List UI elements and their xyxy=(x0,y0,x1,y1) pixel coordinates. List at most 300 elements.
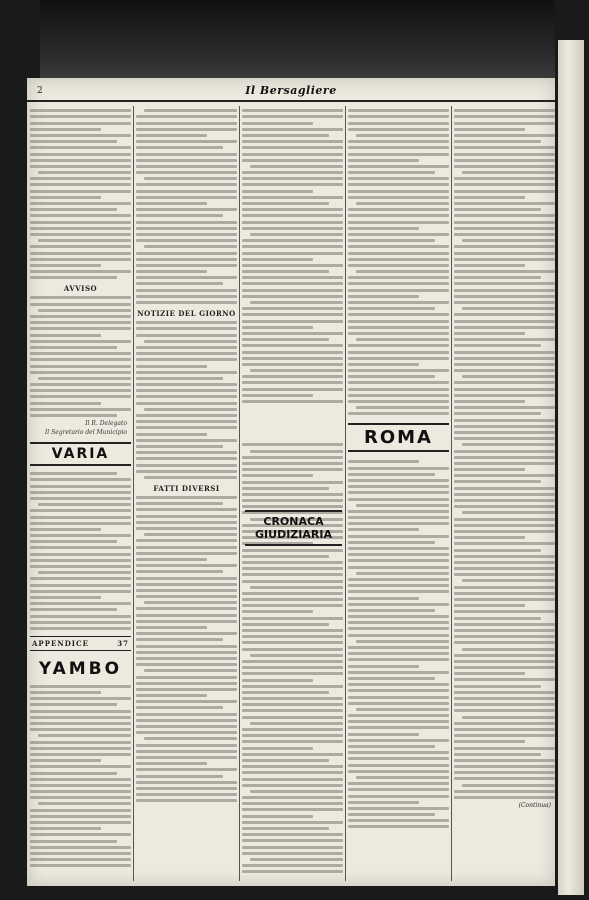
body-text-line xyxy=(136,346,237,349)
body-text-line xyxy=(30,784,131,787)
body-text-line xyxy=(348,788,449,791)
body-text-line xyxy=(242,629,343,632)
body-text-line xyxy=(348,683,449,686)
body-text-line xyxy=(242,338,329,341)
body-text-line xyxy=(242,221,343,224)
body-text-line xyxy=(136,227,237,230)
body-text-line xyxy=(348,795,449,798)
body-text-line xyxy=(454,450,555,453)
body-text-line xyxy=(30,233,131,236)
body-text-line xyxy=(454,289,555,292)
body-text-line xyxy=(356,202,449,205)
body-text-line xyxy=(250,450,343,453)
body-text-line xyxy=(348,381,449,384)
body-text-line xyxy=(242,208,343,211)
body-text-line xyxy=(38,571,131,574)
body-text-line xyxy=(242,505,343,508)
body-text-line xyxy=(454,728,555,731)
body-text-line xyxy=(136,552,237,555)
body-text-line xyxy=(454,128,525,131)
body-text-line xyxy=(144,476,237,479)
body-text-line xyxy=(454,159,555,162)
body-text-line xyxy=(30,491,131,494)
body-text-line xyxy=(454,252,555,255)
body-text-line xyxy=(242,759,329,762)
body-text-line xyxy=(242,802,343,805)
body-text-line xyxy=(348,603,449,606)
body-text-line xyxy=(136,496,237,499)
body-text-line xyxy=(242,115,343,118)
body-text-line xyxy=(348,239,435,242)
body-text-line xyxy=(30,414,117,417)
body-text-line xyxy=(30,472,117,475)
body-text-line xyxy=(250,790,343,793)
body-text-line xyxy=(30,497,131,500)
body-text-line xyxy=(30,276,117,279)
body-text-line xyxy=(348,819,449,822)
body-text-line xyxy=(348,782,449,785)
body-text-line xyxy=(242,171,343,174)
body-text-line xyxy=(242,177,343,180)
body-text-line xyxy=(242,239,343,242)
body-text-line xyxy=(250,233,343,236)
body-text-line xyxy=(136,502,223,505)
body-text-line xyxy=(242,326,313,329)
body-text-line xyxy=(136,301,237,304)
body-text-line xyxy=(348,566,449,569)
body-text-line xyxy=(30,540,117,543)
body-text-line xyxy=(136,239,237,242)
body-text-line xyxy=(242,140,343,143)
body-text-line xyxy=(454,635,555,638)
body-text-line xyxy=(242,153,343,156)
body-text-line xyxy=(30,716,131,719)
body-text-line xyxy=(136,725,237,728)
body-text-line xyxy=(30,703,117,706)
body-text-line xyxy=(136,327,237,330)
body-text-line xyxy=(348,751,449,754)
body-text-line xyxy=(144,245,237,248)
body-text-line xyxy=(136,383,237,386)
body-text-line xyxy=(242,753,343,756)
body-text-line xyxy=(136,731,237,734)
body-text-line xyxy=(454,604,525,607)
body-text-line xyxy=(30,122,131,125)
body-text-line xyxy=(136,799,237,802)
body-text-line xyxy=(242,610,313,613)
body-text-line xyxy=(348,153,449,156)
body-text-line xyxy=(454,672,525,675)
body-text-line xyxy=(454,208,541,211)
body-text-line xyxy=(348,326,449,329)
body-text-line xyxy=(454,344,541,347)
body-text-line xyxy=(242,580,343,583)
body-text-line xyxy=(454,542,555,545)
body-text-line xyxy=(242,648,343,651)
body-text-line xyxy=(250,165,343,168)
body-text-line xyxy=(348,276,449,279)
body-text-line xyxy=(348,320,449,323)
body-text-line xyxy=(348,652,449,655)
body-text-line xyxy=(30,327,131,330)
body-text-line xyxy=(348,221,449,224)
body-text-line xyxy=(348,400,449,403)
body-text-line xyxy=(136,252,237,255)
body-text-line xyxy=(30,190,131,193)
body-text-line xyxy=(348,807,449,810)
body-text-line xyxy=(30,596,101,599)
body-text-line xyxy=(454,555,555,558)
body-text-line xyxy=(348,720,449,723)
column-rule xyxy=(451,106,452,881)
appendice-label: APPENDICE xyxy=(32,638,89,648)
body-text-line xyxy=(348,739,449,742)
body-text-line xyxy=(242,592,343,595)
body-text-line xyxy=(136,682,237,685)
body-text-line xyxy=(30,346,117,349)
body-text-line xyxy=(454,313,555,316)
body-text-line xyxy=(250,586,343,589)
body-text-line xyxy=(136,451,237,454)
body-text-line xyxy=(348,375,435,378)
body-text-line xyxy=(242,617,343,620)
body-text-line xyxy=(348,702,449,705)
body-text-line xyxy=(242,493,343,496)
body-text-line xyxy=(348,770,449,773)
body-text-line xyxy=(136,515,237,518)
body-text-line xyxy=(454,400,525,403)
body-text-line xyxy=(348,547,449,550)
body-text-line xyxy=(242,468,343,471)
body-text-line xyxy=(30,522,131,525)
body-text-line xyxy=(242,555,329,558)
body-text-line xyxy=(30,747,131,750)
body-text-line xyxy=(242,394,313,397)
body-text-line xyxy=(454,419,555,422)
body-text-line xyxy=(242,196,343,199)
body-text-line xyxy=(348,363,419,366)
body-text-line xyxy=(136,352,237,355)
body-text-line xyxy=(454,153,555,156)
body-text-line xyxy=(136,564,237,567)
body-text-line xyxy=(348,646,449,649)
body-text-line xyxy=(348,677,435,680)
body-text-line xyxy=(454,617,541,620)
body-text-line xyxy=(348,313,449,316)
body-text-line xyxy=(462,239,555,242)
body-text-line xyxy=(242,481,343,484)
body-text-line xyxy=(348,522,449,525)
body-text-line xyxy=(38,377,131,380)
body-text-line xyxy=(250,858,343,861)
body-text-line xyxy=(348,584,449,587)
body-text-line xyxy=(242,765,343,768)
body-text-line xyxy=(242,573,343,576)
body-text-line xyxy=(454,351,555,354)
body-text-line xyxy=(348,764,449,767)
column-4 xyxy=(348,106,449,881)
body-text-line xyxy=(348,825,449,828)
body-text-line xyxy=(454,759,555,762)
body-text-line xyxy=(242,264,343,267)
body-text-line xyxy=(462,375,555,378)
body-text-line xyxy=(30,296,131,299)
body-text-line xyxy=(136,146,223,149)
body-text-line xyxy=(30,128,101,131)
body-text-line xyxy=(30,565,131,568)
body-text-line xyxy=(348,357,449,360)
body-text-line xyxy=(348,615,449,618)
body-text-line xyxy=(454,536,525,539)
body-text-line xyxy=(144,601,237,604)
body-text-line xyxy=(348,559,449,562)
body-text-line xyxy=(454,753,541,756)
body-text-line xyxy=(30,165,131,168)
body-text-line xyxy=(136,781,237,784)
body-text-line xyxy=(30,621,131,624)
body-text-line xyxy=(136,706,223,709)
body-text-line xyxy=(242,666,343,669)
body-text-line xyxy=(136,140,237,143)
section-title-cronaca-giudiziaria: CRONACA GIUDIZIARIA xyxy=(245,510,342,546)
body-text-line xyxy=(30,258,131,261)
body-text-line xyxy=(144,177,237,180)
section-title-roma: ROMA xyxy=(363,427,433,449)
body-text-line xyxy=(30,389,131,392)
body-text-line xyxy=(454,666,555,669)
body-text-line xyxy=(242,598,343,601)
body-text-line xyxy=(348,460,419,463)
body-text-line xyxy=(242,344,343,347)
body-text-line xyxy=(30,371,131,374)
body-text-line xyxy=(30,627,131,630)
body-text-line xyxy=(348,214,449,217)
body-text-line xyxy=(242,252,343,255)
body-text-line xyxy=(348,196,449,199)
body-text-line xyxy=(454,233,555,236)
body-text-line xyxy=(38,802,131,805)
body-text-line xyxy=(454,227,555,230)
body-text-line xyxy=(144,533,237,536)
body-text-line xyxy=(136,508,237,511)
body-text-line xyxy=(348,491,449,494)
body-text-line xyxy=(454,388,555,391)
body-text-line xyxy=(454,437,555,440)
body-text-line xyxy=(30,315,131,318)
body-text-line xyxy=(30,584,131,587)
body-text-line xyxy=(30,821,131,824)
body-text-line xyxy=(136,402,237,405)
body-text-line xyxy=(348,528,419,531)
body-text-line xyxy=(242,784,343,787)
body-text-line xyxy=(348,689,449,692)
body-text-line xyxy=(348,183,449,186)
body-text-line xyxy=(30,177,131,180)
body-text-line xyxy=(348,634,449,637)
body-text-line xyxy=(136,787,237,790)
body-text-line xyxy=(454,245,555,248)
body-text-line xyxy=(30,759,101,762)
body-text-line xyxy=(454,301,555,304)
body-text-line xyxy=(454,771,555,774)
scan-top-border xyxy=(40,0,555,78)
body-text-line xyxy=(30,303,131,306)
body-text-line xyxy=(242,282,343,285)
body-text-line xyxy=(348,553,449,556)
body-text-line xyxy=(348,252,449,255)
body-text-line xyxy=(356,338,449,341)
body-text-line xyxy=(454,493,555,496)
body-text-line xyxy=(348,128,449,131)
body-text-line xyxy=(348,295,419,298)
body-text-line xyxy=(136,420,237,423)
body-text-line xyxy=(356,708,449,711)
body-text-line xyxy=(242,456,343,459)
body-text-line xyxy=(136,700,237,703)
body-text-line xyxy=(136,614,237,617)
body-text-line xyxy=(454,338,555,341)
column-rule xyxy=(239,106,240,881)
body-text-line xyxy=(30,728,131,731)
body-text-line xyxy=(348,578,449,581)
body-text-line xyxy=(136,214,223,217)
column-3 xyxy=(242,106,343,881)
body-text-line xyxy=(136,414,237,417)
body-text-line xyxy=(136,134,207,137)
body-text-line xyxy=(242,839,343,842)
appendice-number: 37 xyxy=(117,638,129,648)
body-text-line xyxy=(348,714,449,717)
body-text-line xyxy=(242,357,343,360)
body-text-line xyxy=(136,276,237,279)
body-text-line xyxy=(30,408,131,411)
body-text-line xyxy=(454,592,555,595)
body-text-line xyxy=(242,641,343,644)
body-text-line xyxy=(454,190,555,193)
body-text-line xyxy=(454,530,555,533)
body-text-line xyxy=(462,511,555,514)
body-text-line xyxy=(30,796,131,799)
body-text-line xyxy=(454,561,555,564)
body-text-line xyxy=(136,651,237,654)
appendice-bar xyxy=(30,636,131,651)
newspaper-page xyxy=(27,78,555,886)
body-text-line xyxy=(454,703,555,706)
body-text-line xyxy=(136,521,237,524)
body-text-line xyxy=(348,171,435,174)
body-text-line xyxy=(454,549,541,552)
varia-heading-box xyxy=(30,442,131,466)
body-text-line xyxy=(136,365,207,368)
body-text-line xyxy=(242,245,343,248)
body-text-line xyxy=(454,221,555,224)
body-text-line xyxy=(462,579,555,582)
body-text-line xyxy=(136,570,223,573)
body-text-line xyxy=(454,691,555,694)
body-text-line xyxy=(454,406,555,409)
body-text-line xyxy=(454,332,525,335)
body-text-line xyxy=(348,258,449,261)
body-text-line xyxy=(136,377,223,380)
body-text-line xyxy=(242,685,343,688)
body-text-line xyxy=(242,276,343,279)
body-text-line xyxy=(348,696,449,699)
body-text-line xyxy=(136,657,237,660)
body-text-line xyxy=(136,638,223,641)
body-text-line xyxy=(348,307,435,310)
body-text-line xyxy=(242,134,329,137)
body-text-line xyxy=(454,505,555,508)
body-text-line xyxy=(30,264,101,267)
body-text-line xyxy=(454,740,525,743)
body-text-line xyxy=(136,159,237,162)
body-text-line xyxy=(30,553,131,556)
body-text-line xyxy=(30,365,131,368)
body-text-line xyxy=(348,467,449,470)
body-text-line xyxy=(242,703,343,706)
body-text-line xyxy=(348,109,449,112)
body-text-line xyxy=(454,697,555,700)
body-text-line xyxy=(348,264,449,267)
body-text-line xyxy=(348,301,449,304)
body-text-line xyxy=(348,801,419,804)
body-text-line xyxy=(348,627,449,630)
body-text-line xyxy=(38,503,131,506)
body-text-line xyxy=(250,654,343,657)
body-text-line xyxy=(454,623,555,626)
body-text-line xyxy=(242,128,343,131)
heading-fatti-diversi: FATTI DIVERSI xyxy=(153,483,220,493)
body-text-line xyxy=(348,233,449,236)
body-text-line xyxy=(136,558,207,561)
body-text-line xyxy=(454,734,555,737)
continua-note: (Continua) xyxy=(518,802,551,810)
body-text-line xyxy=(348,479,449,482)
body-text-line xyxy=(242,679,313,682)
body-text-line xyxy=(30,358,131,361)
body-text-line xyxy=(348,122,449,125)
body-text-line xyxy=(454,629,555,632)
body-text-line xyxy=(454,777,555,780)
body-text-line xyxy=(30,478,131,481)
body-text-line xyxy=(136,358,237,361)
body-text-line xyxy=(356,504,449,507)
body-text-line xyxy=(348,516,449,519)
body-text-line xyxy=(136,196,237,199)
body-text-line xyxy=(144,109,237,112)
body-text-line xyxy=(242,375,343,378)
body-text-line xyxy=(136,577,237,580)
body-text-line xyxy=(454,196,525,199)
body-text-line xyxy=(454,146,555,149)
body-text-line xyxy=(454,474,555,477)
body-text-line xyxy=(348,282,449,285)
body-text-line xyxy=(242,815,313,818)
body-text-line xyxy=(242,623,329,626)
body-text-line xyxy=(136,744,237,747)
body-text-line xyxy=(30,245,131,248)
body-text-line xyxy=(242,289,343,292)
body-text-line xyxy=(348,245,449,248)
body-text-line xyxy=(454,295,555,298)
body-text-line xyxy=(242,821,343,824)
body-text-line xyxy=(454,264,525,267)
page-header xyxy=(27,84,555,102)
body-text-line xyxy=(348,159,419,162)
body-text-line xyxy=(30,546,131,549)
body-text-line xyxy=(348,227,419,230)
body-text-line xyxy=(136,694,207,697)
